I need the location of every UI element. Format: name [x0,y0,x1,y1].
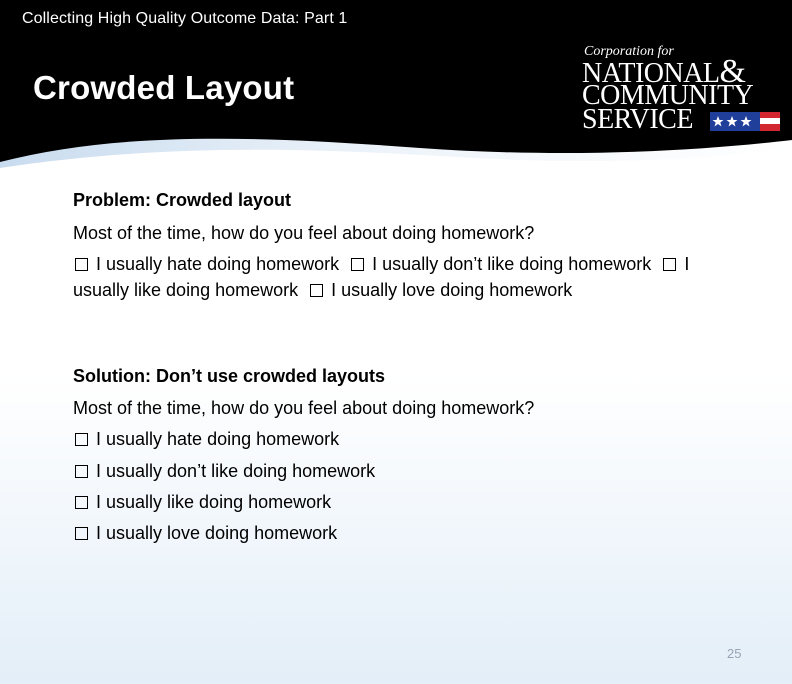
solution-option: I usually love doing homework [73,523,337,544]
page-number: 25 [727,646,742,661]
checkbox-icon [310,284,323,297]
checkbox-icon [75,465,88,478]
solution-heading: Solution: Don’t use crowded layouts [73,366,386,386]
checkbox-icon [351,258,364,271]
checkbox-icon [75,433,88,446]
problem-question: Most of the time, how do you feel about doing homework? [73,223,535,243]
checkbox-icon [75,496,88,509]
checkbox-icon [663,258,676,271]
logo-ampersand: & [719,53,746,90]
logo-corp-text: Corporation for [584,44,674,59]
solution-question: Most of the time, how do you feel about doing homework? [73,398,535,418]
checkbox-icon [75,527,88,540]
solution-option: I usually hate doing homework [73,429,339,450]
cncs-logo [582,44,782,136]
top-bar [0,0,792,38]
logo-community-text: COMMUNITY [582,80,754,111]
slide-title: Crowded Layout [33,69,295,106]
logo-national-text: NATIONAL [582,58,720,89]
problem-option: I usually hate doing homework [73,254,339,274]
checkbox-icon [75,258,88,271]
flag-icon [710,110,780,133]
logo-service-text: SERVICE [582,104,693,135]
problem-option: I usually like doing homework [73,254,690,300]
problem-heading: Problem: Crowded layout [73,190,292,210]
solution-option: I usually don’t like doing homework [73,461,375,482]
solution-option: I usually like doing homework [73,492,331,513]
presentation-subtitle: Collecting High Quality Outcome Data: Part 1 [22,10,348,27]
problem-option: I usually don’t like doing homework [349,254,651,274]
problem-option: I usually love doing homework [308,280,572,300]
problem-options-crowded [73,252,713,303]
